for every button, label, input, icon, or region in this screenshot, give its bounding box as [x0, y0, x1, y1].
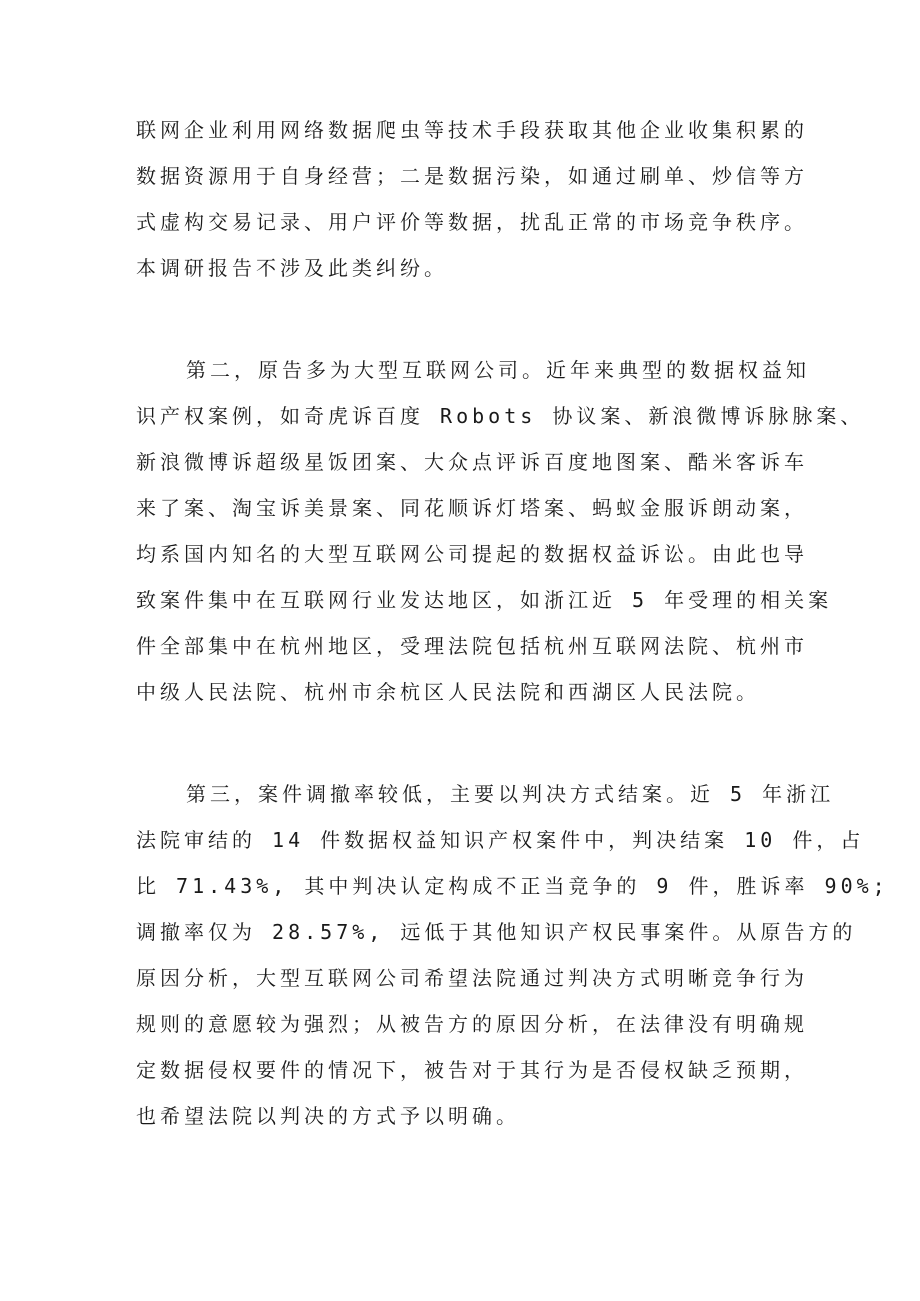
paragraph-3-line-4: 调撤率仅为 28.57%, 远低于其他知识产权民事案件。从原告方的: [136, 920, 857, 944]
paragraph-3-line-7: 定数据侵权要件的情况下，被告对于其行为是否侵权缺乏预期，: [136, 1058, 808, 1082]
paragraph-1-line-4: 本调研报告不涉及此类纠纷。: [136, 256, 448, 280]
paragraph-2-line-4: 来了案、淘宝诉美景案、同花顺诉灯塔案、蚂蚁金服诉朗动案，: [136, 496, 808, 520]
paragraph-1-line-1: 联网企业利用网络数据爬虫等技术手段获取其他企业收集积累的: [136, 118, 808, 142]
paragraph-2-line-5: 均系国内知名的大型互联网公司提起的数据权益诉讼。由此也导: [136, 542, 808, 566]
paragraph-3-line-2: 法院审结的 14 件数据权益知识产权案件中，判决结案 10 件，占: [136, 828, 865, 852]
paragraph-1-line-3: 式虚构交易记录、用户评价等数据，扰乱正常的市场竞争秩序。: [136, 210, 808, 234]
paragraph-3-line-3: 比 71.43%, 其中判决认定构成不正当竞争的 9 件，胜诉率 90%;: [136, 874, 889, 898]
paragraph-2-line-1: 第二，原告多为大型互联网公司。近年来典型的数据权益知: [186, 358, 810, 382]
paragraph-3-line-6: 规则的意愿较为强烈；从被告方的原因分析，在法律没有明确规: [136, 1012, 808, 1036]
paragraph-2-line-8: 中级人民法院、杭州市余杭区人民法院和西湖区人民法院。: [136, 680, 760, 704]
paragraph-3-line-5: 原因分析，大型互联网公司希望法院通过判决方式明晰竞争行为: [136, 966, 808, 990]
paragraph-2-line-3: 新浪微博诉超级星饭团案、大众点评诉百度地图案、酷米客诉车: [136, 450, 808, 474]
paragraph-2-line-2: 识产权案例，如奇虎诉百度 Robots 协议案、新浪微博诉脉脉案、: [136, 404, 865, 428]
paragraph-1-line-2: 数据资源用于自身经营；二是数据污染，如通过刷单、炒信等方: [136, 164, 808, 188]
paragraph-2-line-7: 件全部集中在杭州地区，受理法院包括杭州互联网法院、杭州市: [136, 634, 808, 658]
paragraph-3-line-1: 第三，案件调撤率较低，主要以判决方式结案。近 5 年浙江: [186, 782, 835, 806]
paragraph-2-line-6: 致案件集中在互联网行业发达地区，如浙江近 5 年受理的相关案: [136, 588, 833, 612]
paragraph-3-line-8: 也希望法院以判决的方式予以明确。: [136, 1104, 520, 1128]
